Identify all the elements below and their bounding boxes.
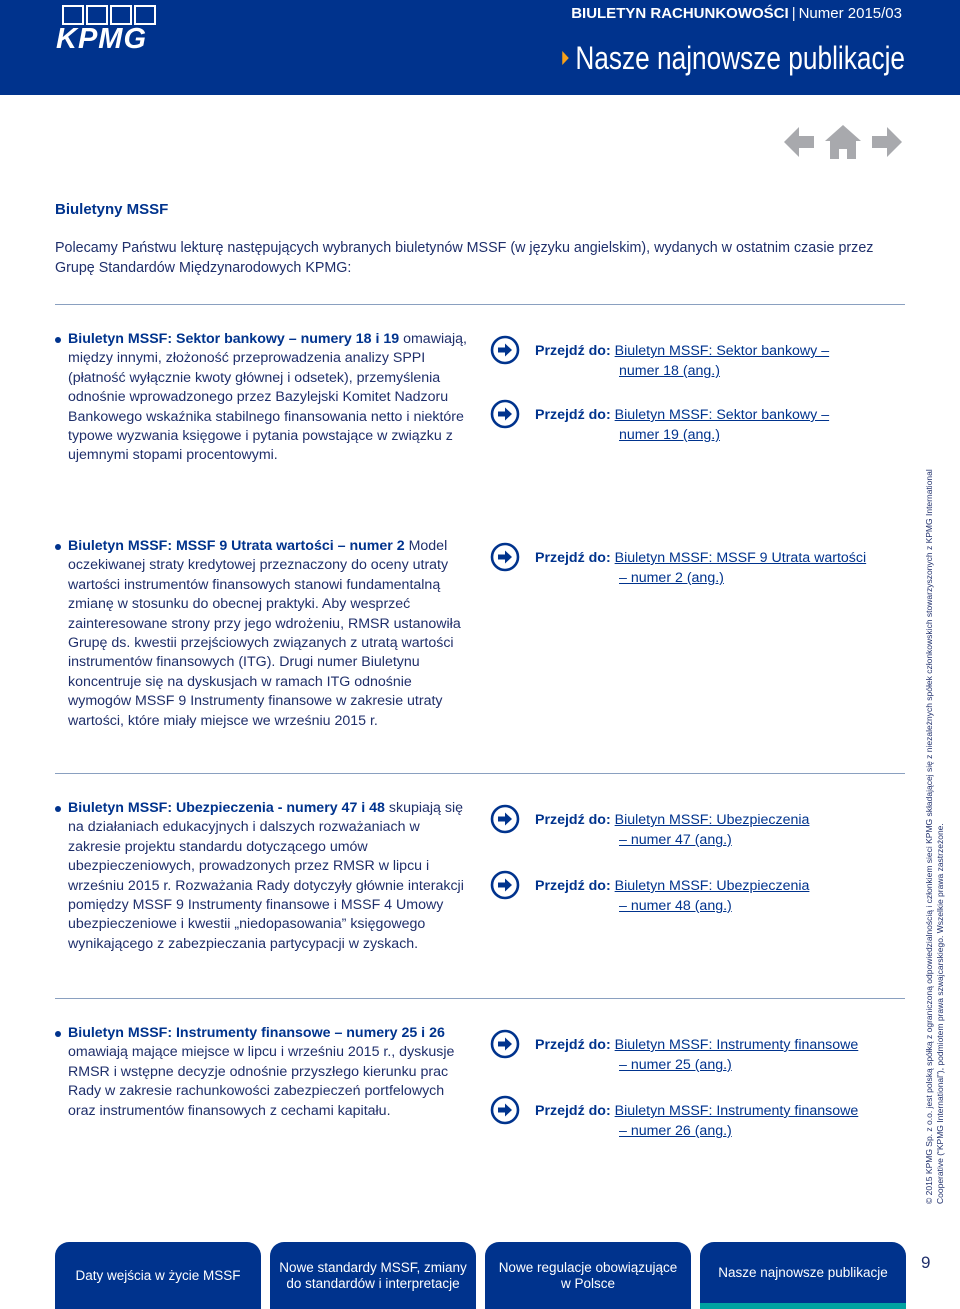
link-text[interactable]: Biuletyn MSSF: Instrumenty finansowe [614,1037,859,1053]
bullet-icon [55,1031,61,1037]
link-text[interactable]: Biuletyn MSSF: Sektor bankowy – [614,407,830,423]
intro-paragraph: Polecamy Państwu lekturę następujących wybranych biuletynów MSSF (w języku angielskim), wydanych w ostatnim czasie przez Grupę Standardów Międzynarodowych KPMG: [55,240,874,276]
link-text[interactable]: Biuletyn MSSF: Sektor bankowy – [614,343,830,359]
bulletin-title [571,5,902,22]
copyright-line-2: Cooperative (“KPMG International”), podmiotem prawa szwajcarskiego. Wszelkie prawa zastrzeżone. [935,823,945,1204]
arrow-right-icon[interactable] [870,124,904,160]
arrow-circle-right-icon [490,1029,520,1059]
logo-boxes [62,5,156,25]
link-fin-instruments-26[interactable] [490,1101,910,1139]
link-label: Przejdź do: [535,1103,611,1119]
link-text[interactable]: Biuletyn MSSF: Instrumenty finansowe [614,1103,859,1119]
bulletin-item-banking [55,330,475,466]
bulletin-item-financial-instruments [55,1024,475,1121]
item-text [68,537,475,731]
home-icon[interactable] [824,124,862,160]
tab-effective-dates[interactable]: Daty wejścia w życie MSSF [55,1242,261,1309]
bullet-icon [55,806,61,812]
arrow-circle-right-icon [490,399,520,429]
link-text[interactable]: Biuletyn MSSF: Ubezpieczenia [614,812,810,828]
link-label: Przejdź do: [535,343,611,359]
divider [55,998,905,999]
link-fin-instruments-25[interactable] [490,1035,910,1073]
divider [55,773,905,774]
arrow-circle-right-icon [490,542,520,572]
link-label: Przejdź do: [535,1037,611,1053]
link-text-line2[interactable]: – numer 26 (ang.) [619,1123,732,1139]
item-text [68,799,475,954]
item-body: skupiają się na działaniach edukacyjnych i dalszych rozważaniach w zakresie projektu standardu dotyczącego umów ubezpieczeniowych, prowadzonych przez RMSR w lipcu i wrześniu 2015 r. Rozważania Rady dotyczyły głównie interakcji pomiędzy MSSF 9 Instrumenty finansowe i MSSF 4 Umowy ubezpieczeniowe i kwestii „niedopasowania” księgowego wynikającego z zabezpieczania partycypacji w zyskach. [68,800,464,952]
link-insurance-48[interactable] [490,876,910,914]
link-text-line2[interactable]: – numer 48 (ang.) [619,898,732,914]
link-banking-19[interactable] [490,405,910,443]
item-text [68,330,475,466]
arrow-circle-right-icon [490,1095,520,1125]
page-number: 9 [921,1253,931,1272]
link-label: Przejdź do: [535,550,611,566]
title-separator: | [791,5,796,22]
link-text-line2[interactable]: – numer 47 (ang.) [619,832,732,848]
link-text[interactable]: Biuletyn MSSF: Ubezpieczenia [614,878,810,894]
item-text [68,1024,475,1121]
divider [55,304,905,305]
link-insurance-47[interactable] [490,810,910,848]
section-title [562,40,905,77]
page-navigation [782,124,904,160]
section-title-text: Nasze najnowsze publikacje [575,40,905,76]
header-bar [0,0,960,95]
item-title: Biuletyn MSSF: Instrumenty finansowe – numery 25 i 26 [68,1025,445,1041]
copyright-line-1: © 2015 KPMG Sp. z o.o. jest polską spółką z ograniczoną odpowiedzialnością i członkiem sieci KPMG składającej się z niezależnych spółek członkowskich stowarzyszonych z KPMG International [924,469,934,1204]
link-ifrs9-2[interactable] [490,548,910,586]
link-banking-18[interactable] [490,341,910,379]
bulletin-item-insurance [55,799,475,954]
item-body: omawiają mające miejsce w lipcu i wrześniu 2015 r., dyskusje RMSR i wstępne decyzje odnośnie przyszłego kierunku prac Rady w zakresie rachunkowości zabezpieczeń portfelowych oraz instrumentów finansowych z cechami kapitału. [68,1044,455,1119]
item-title: Biuletyn MSSF: Ubezpieczenia - numery 47 i 48 [68,800,385,816]
item-title: Biuletyn MSSF: Sektor bankowy – numery 18 i 19 [68,331,400,347]
bulletin-item-ifrs9 [55,537,475,731]
bullet-icon [55,544,61,550]
link-text-line2[interactable]: numer 19 (ang.) [619,427,720,443]
link-text-line2[interactable]: – numer 2 (ang.) [619,570,724,586]
arrow-circle-right-icon [490,870,520,900]
issue-number: Numer 2015/03 [798,5,902,22]
link-label: Przejdź do: [535,812,611,828]
copyright-note [924,469,946,1204]
arrow-left-icon[interactable] [782,124,816,160]
arrow-circle-right-icon [490,335,520,365]
tab-latest-publications[interactable]: Nasze najnowsze publikacje [700,1242,906,1309]
bullet-icon [55,337,61,343]
link-label: Przejdź do: [535,878,611,894]
page-heading: Biuletyny MSSF [55,201,169,218]
arrow-circle-right-icon [490,804,520,834]
triangle-bullet-icon [562,51,569,65]
tab-polish-regulations[interactable]: Nowe regulacje obowiązujące w Polsce [485,1242,691,1309]
bulletin-name: BIULETYN RACHUNKOWOŚCI [571,5,789,22]
item-body: omawiają, między innymi, złożoność przeprowadzenia analizy SPPI (płatność wyłącznie kwoty głównej i odsetek), przemyślenia odnośnie wprowadzonego przez Bazylejski Komitet Nadzoru Bankowego wskaźnika stabilnego finansowania netto i niektóre typowe wyzwania księgowe i pytania powstające w związku z ujemnymi stopami procentowymi. [68,331,467,464]
logo-wordmark: KPMG [56,23,147,55]
link-text-line2[interactable]: numer 18 (ang.) [619,363,720,379]
kpmg-logo[interactable] [56,5,160,55]
link-text[interactable]: Biuletyn MSSF: MSSF 9 Utrata wartości [614,550,867,566]
item-body: Model oczekiwanej straty kredytowej przeznaczony do oceny utraty wartości instrumentów finansowych stanowi fundamentalną zmianę w stosunku do obecnej praktyki. Aby wesprzeć zainteresowane strony przy jego wdrożeniu, RMSR ustanowiła Grupę ds. kwestii przejściowych związanych z utratą wartości instrumentów finansowych (ITG). Drugi numer Biuletynu koncentruje się na dyskusjach w ramach ITG odnośnie wymogów MSSF 9 Instrumenty finansowe w zakresie utraty wartości, które miały miejsce we wrześniu 2015 r. [68,538,461,729]
item-title: Biuletyn MSSF: MSSF 9 Utrata wartości – numer 2 [68,538,405,554]
tab-new-standards[interactable]: Nowe standardy MSSF, zmiany do standardów i interpretacje [270,1242,476,1309]
link-label: Przejdź do: [535,407,611,423]
link-text-line2[interactable]: – numer 25 (ang.) [619,1057,732,1073]
